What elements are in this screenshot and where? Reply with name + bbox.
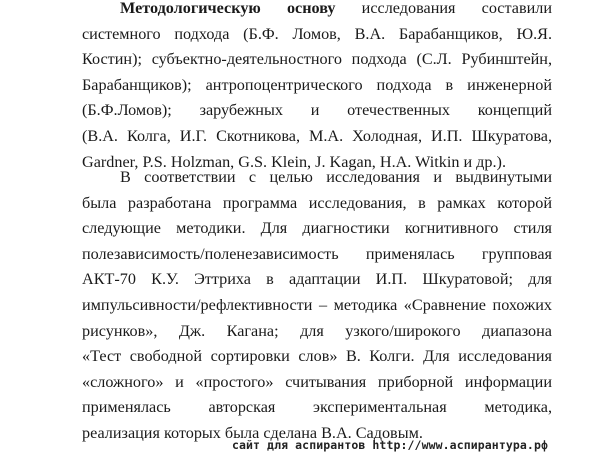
text-line: «Тест свободной сортировки слов» В. Колги. Для исследования — [82, 347, 552, 366]
text-line: полезависимость/поленезависимость применялась групповая — [82, 244, 552, 263]
text-line: АКТ-70 К.У. Эттриха в адаптации И.П. Шкуратовой; для — [82, 270, 552, 289]
text-line: импульсивности/рефлективности – методика «Сравнение похожих — [82, 295, 552, 314]
text-line: Барабанщиков); антропоцентрического подхода в инженерной — [82, 75, 552, 94]
paragraph-research-program — [82, 165, 552, 447]
text-line: В соответствии с целью исследования и выдвинутыми — [120, 168, 552, 186]
text-line: применялась авторская экспериментальная методика, — [82, 398, 552, 417]
text-line: «сложного» и «простого» считывания приборной информации — [82, 372, 552, 391]
text-line: системного подхода (Б.Ф. Ломов, В.А. Барабанщиков, Ю.Я. — [82, 24, 552, 43]
site-watermark: сайт для аспирантов http://www.аспирантура.рф — [231, 438, 548, 452]
paragraph-methodology — [82, 0, 552, 175]
text-line: (Б.Ф.Ломов); зарубежных и отечественных концепций — [82, 101, 552, 120]
text-line: Gardner, P.S. Holzman, G.S. Klein, J. Kagan, H.A. Witkin и др.). — [82, 152, 506, 171]
text-line: реализация которых была сделана В.А. Садовым. — [82, 423, 423, 442]
text-line: следующие методики. Для диагностики когнитивного стиля — [82, 219, 552, 238]
text-line: (В.А. Колга, И.Г. Скотникова, М.А. Холодная, И.П. Шкуратова, — [82, 126, 552, 145]
text-line: Костин); субъектно-деятельностного подхода (С.Л. Рубинштейн, — [82, 50, 552, 69]
bold-lead-phrase: Методологическую основу — [120, 0, 336, 17]
text-line: была разработана программа исследования, в рамках которой — [82, 193, 552, 212]
text-line: рисунков», Дж. Кагана; для узкого/широкого диапазона — [82, 321, 552, 340]
text-line-rest: исследования составили — [361, 0, 552, 17]
text-line — [82, 0, 552, 22]
